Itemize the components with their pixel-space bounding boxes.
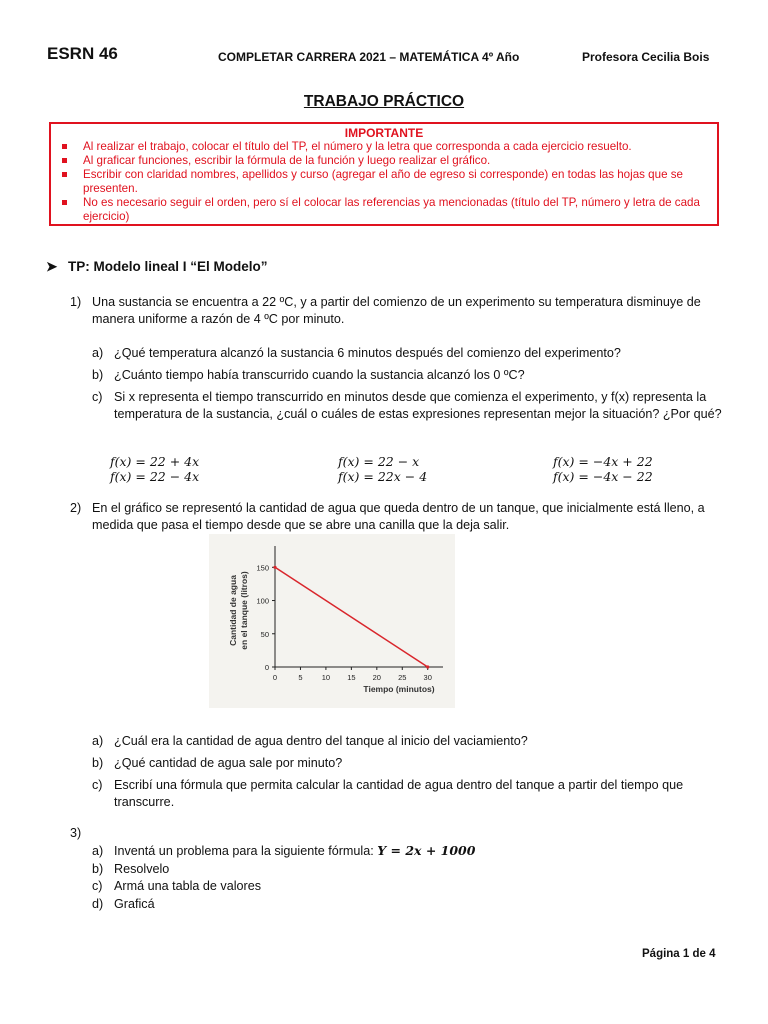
formula: f(x) = −4x − 22 <box>553 469 653 484</box>
exercise-text: Una sustancia se encuentra a 22 ºC, y a partir del comienzo de un experimento su temperatura disminuye de manera uniforme a razón de 4 ºC por minuto. <box>92 295 701 326</box>
item-text: Escribí una fórmula que permita calcular la cantidad de agua dentro del tanque a partir del tiempo que transcurre. <box>114 778 684 809</box>
item-letter: a) <box>92 844 104 858</box>
formula: f(x) = 22x − 4 <box>338 469 428 484</box>
important-item: Al realizar el trabajo, colocar el título del TP, el número y la letra que corresponda a cada ejercicio resuelto. <box>59 140 709 154</box>
formula: f(x) = −4x + 22 <box>553 454 653 469</box>
item-text: ¿Cuánto tiempo había transcurrido cuando la sustancia alcanzó los 0 ºC? <box>114 368 525 382</box>
important-item: No es necesario seguir el orden, pero sí el colocar las referencias ya mencionadas (título del TP, número y letra de cada ejercicio) <box>59 196 709 224</box>
item-letter: b) <box>92 368 104 382</box>
water-tank-chart <box>209 534 455 708</box>
item-text: ¿Qué temperatura alcanzó la sustancia 6 minutos después del comienzo del experimento? <box>114 346 621 360</box>
arrow-bullet-icon: ➤ <box>46 259 58 274</box>
x-tick-label: 10 <box>321 673 331 682</box>
x-axis-label: Tiempo (minutos) <box>363 684 435 694</box>
exercise-2 <box>70 500 730 534</box>
data-point <box>273 566 276 569</box>
list-item <box>92 367 722 384</box>
item-letter: b) <box>92 861 104 876</box>
item-text: Armá una tabla de valores <box>114 879 262 893</box>
item-letter: a) <box>92 346 104 360</box>
formula: f(x) = 22 − 4x <box>110 469 200 484</box>
y-axis-label-line1: Cantidad de agua <box>228 575 238 646</box>
y-tick-label: 0 <box>264 663 269 672</box>
data-point <box>426 665 429 668</box>
tp-heading <box>46 259 268 275</box>
item-text: ¿Cuál era la cantidad de agua dentro del tanque al inicio del vaciamiento? <box>114 734 528 748</box>
list-item <box>92 861 722 879</box>
exercise-text: En el gráfico se representó la cantidad de agua que queda dentro de un tanque, que inicialmente está lleno, a medida que pasa el tiempo desde que se abre una canilla que la deja salir. <box>92 501 705 532</box>
formula: f(x) = 22 − x <box>338 454 420 469</box>
item-letter: c) <box>92 778 103 792</box>
exercise-1 <box>70 294 730 328</box>
chart-svg <box>209 534 455 708</box>
list-item <box>92 389 722 423</box>
item-text: ¿Qué cantidad de agua sale por minuto? <box>114 756 343 770</box>
list-item <box>92 878 722 896</box>
item-letter: d) <box>92 896 104 911</box>
course-title: COMPLETAR CARRERA 2021 – MATEMÁTICA 4º Año <box>218 50 520 64</box>
x-tick-label: 0 <box>272 673 278 682</box>
exercise-3-number: 3) <box>70 826 82 840</box>
item-letter: b) <box>92 756 104 770</box>
x-tick-label: 5 <box>298 673 303 682</box>
page-title: TRABAJO PRÁCTICO <box>303 93 465 110</box>
list-item <box>92 843 722 861</box>
important-item: Escribir con claridad nombres, apellidos y curso (agregar el año de egreso si corresponde) en todas las hojas que se presenten. <box>59 168 709 196</box>
item-letter: a) <box>92 734 104 748</box>
important-box <box>49 122 719 226</box>
exercise-number: 1) <box>70 295 82 309</box>
series-line <box>275 567 428 667</box>
teacher-name: Profesora Cecilia Bois <box>582 50 710 64</box>
tp-heading-text: TP: Modelo lineal I “El Modelo” <box>68 259 268 274</box>
y-tick-label: 100 <box>256 596 269 606</box>
important-item: Al graficar funciones, escribir la fórmula de la función y luego realizar el gráfico. <box>59 154 709 168</box>
x-tick-label: 15 <box>347 673 356 682</box>
item-text: Graficá <box>114 896 155 911</box>
item-text: Resolvelo <box>114 861 170 876</box>
exercise-1-items <box>92 345 722 423</box>
important-heading: IMPORTANTE <box>344 126 424 140</box>
x-tick-label: 25 <box>398 673 407 682</box>
item-letter: c) <box>92 879 103 893</box>
item-letter: c) <box>92 390 103 404</box>
list-item <box>92 733 722 750</box>
important-list <box>59 140 709 224</box>
item-text: Si x representa el tiempo transcurrido en minutos desde que comienza el experimento, y f(x) representa la temperatura de la sustancia, ¿cuál o cuáles de estas expresiones representan mejor la situación? ¿Por qué? <box>114 390 722 421</box>
school-name: ESRN 46 <box>47 44 118 63</box>
page-number: Página 1 de 4 <box>642 948 716 960</box>
list-item <box>92 755 722 772</box>
item-text: Inventá un problema para la siguiente fórmula: <box>114 844 378 858</box>
exercise-number: 2) <box>70 501 82 515</box>
list-item <box>92 896 722 914</box>
formula: Y = 2x + 1000 <box>377 843 476 858</box>
list-item <box>92 777 722 811</box>
y-axis-label-line2: en el tanque (litros) <box>239 571 249 650</box>
y-tick-label: 50 <box>260 629 269 639</box>
x-tick-label: 30 <box>423 673 432 682</box>
formula: f(x) = 22 + 4x <box>110 454 200 469</box>
exercise-2-items <box>92 733 722 811</box>
x-tick-label: 20 <box>372 673 381 682</box>
exercise-3-items <box>92 843 722 913</box>
y-tick-label: 150 <box>256 563 269 573</box>
list-item <box>92 345 722 362</box>
